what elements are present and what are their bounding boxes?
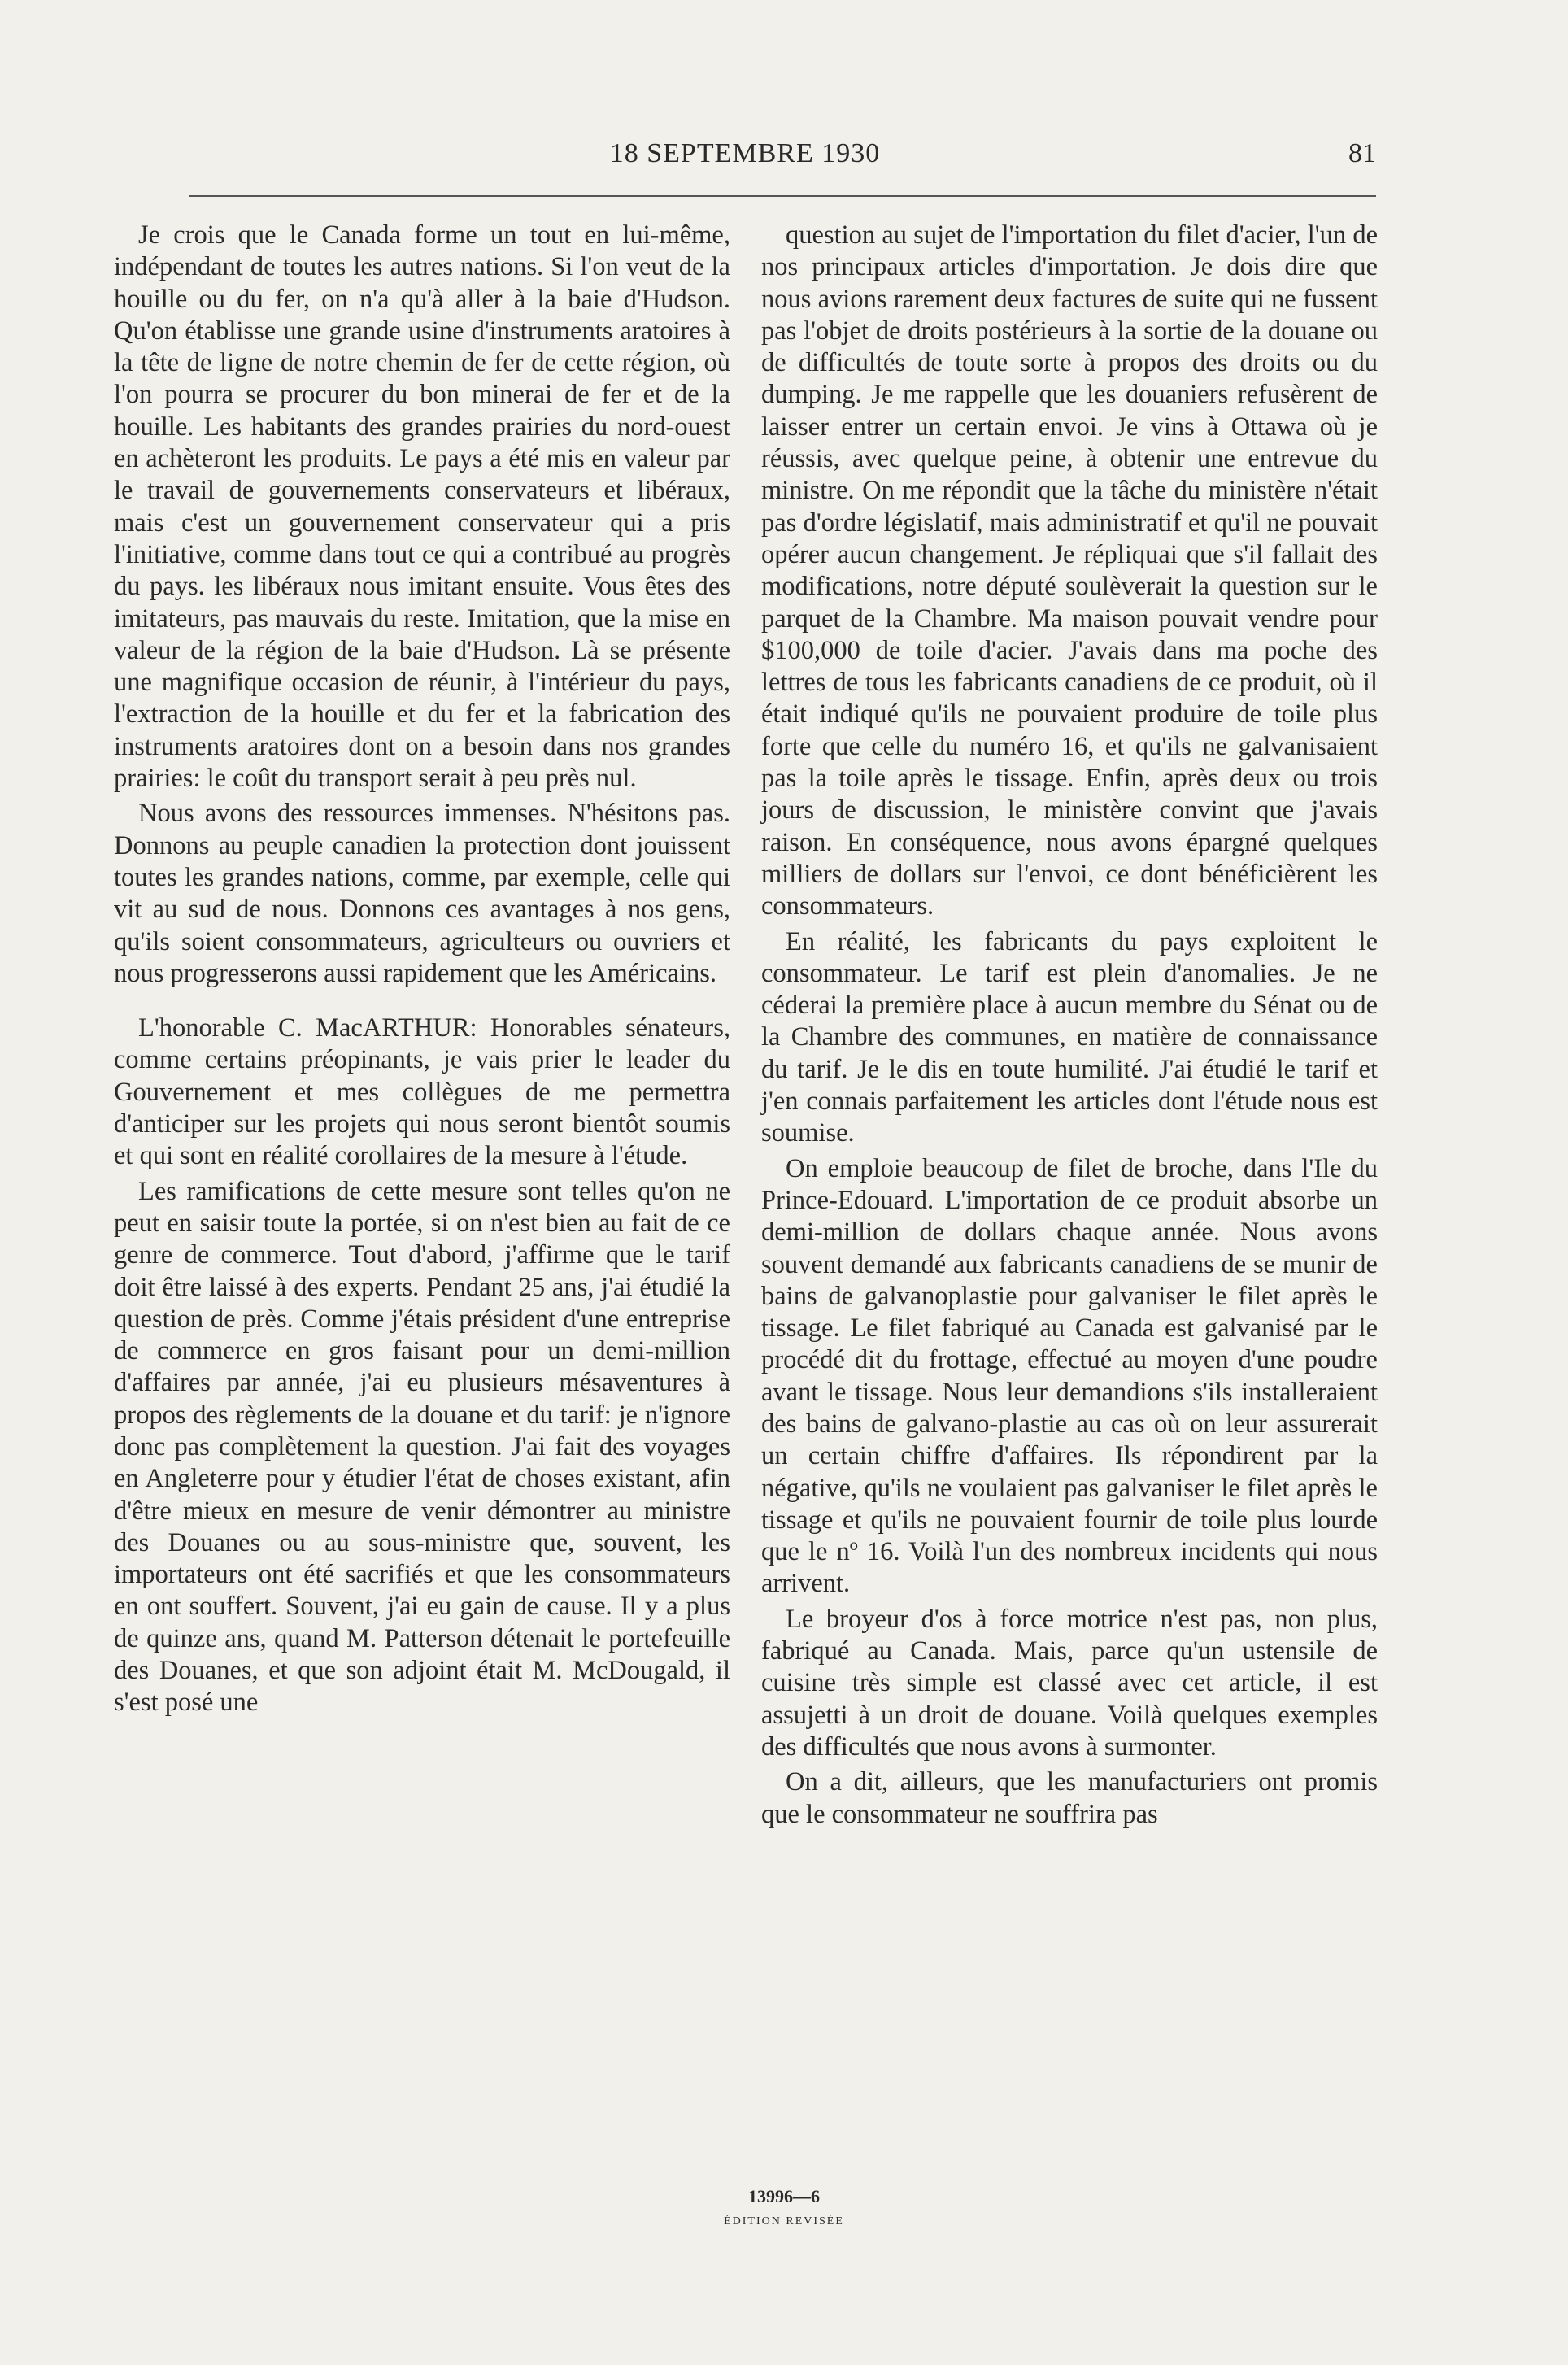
paragraph: Je crois que le Canada forme un tout en lui-même, indépendant de toutes les autres nations. Si l'on veut de la houille ou du fer, on n'a qu'à aller à la baie d'Hudson. Qu'on établisse une grande usine d'instruments aratoires à la tête de ligne de notre chemin de fer de cette région, où l'on pourra se procurer du bon minerai de fer et de la houille. Les habitants des grandes prairies du nord-ouest en achèteront les produits. Le pays a été mis en valeur par le travail de gouvernements conservateurs et libéraux, mais c'est un gouvernement conservateur qui a pris l'initiative, comme dans tout ce qui a contribué au progrès du pays. les libéraux nous imitant ensuite. Vous êtes des imitateurs, pas mauvais du reste. Imitation, que la mise en valeur de la région de la baie d'Hudson. Là se présente une magnifique occasion de réunir, à l'intérieur du pays, l'extraction de la houille et du fer et la fabrication des instruments aratoires dont on a besoin dans nos grandes prairies: le coût du transport serait à peu près nul. [114,220,730,794]
left-column [114,220,730,1719]
footer-edition: ÉDITION REVISÉE [724,2215,844,2228]
paragraph: question au sujet de l'importation du filet d'acier, l'un de nos principaux articles d'importation. Je dois dire que nous avions rarement deux factures de suite qui ne fussent pas l'objet de droits postérieurs à la sortie de la douane ou de difficultés de toute sorte à propos des droits ou du dumping. Je me rappelle que les douaniers refusèrent de laisser entrer un certain envoi. Je vins à Ottawa où je réussis, avec quelque peine, à obtenir une entrevue du ministre. On me répondit que la tâche du ministère n'était pas d'ordre législatif, mais administratif et qu'il ne pouvait opérer aucun changement. Je répliquai que s'il fallait des modifications, notre député soulèverait la question sur le parquet de la Chambre. Ma maison pouvait vendre pour $100,000 de toile d'acier. J'avais dans ma poche des lettres de tous les fabricants canadiens de ce produit, où il était indiqué qu'ils ne pouvaient produire de toile plus forte que celle du numéro 16, et qu'ils ne galvanisaient pas la toile après le tissage. Enfin, après deux ou trois jours de discussion, le ministère convint que j'avais raison. En conséquence, nous avons épargné quelques milliers de dollars sur l'envoi, ce dont bénéficièrent les consommateurs. [761,220,1378,921]
paragraph: L'honorable C. MacARTHUR: Honorables sénateurs, comme certains préopinants, je vais prier le leader du Gouvernement et mes collègues de me permettra d'anticiper sur les projets qui nous seront bientôt soumis et qui sont en réalité corollaires de la mesure à l'étude. [114,1013,730,1171]
paragraph: On emploie beaucoup de filet de broche, dans l'Ile du Prince-Edouard. L'importation de ce produit absorbe un demi-million de dollars chaque année. Nous avons souvent demandé aux fabricants canadiens de se munir de bains de galvanoplastie pour galvaniser le filet après le tissage. Le filet fabriqué au Canada est galvanisé par le procédé dit du frottage, effectué au moyen d'une poudre avant le tissage. Nous leur demandions s'ils installeraient des bains de galvano-plastie au cas où on leur assurerait un certain chiffre d'affaires. Ils répondirent par la négative, qu'ils ne voulaient pas galvaniser le filet après le tissage et qu'ils ne pouvaient fournir de toile plus lourde que le nº 16. Voilà l'un des nombreux incidents qui nous arrivent. [761,1153,1378,1599]
header-rule [189,195,1376,197]
header-date: 18 SEPTEMBRE 1930 [609,138,881,168]
paragraph: On a dit, ailleurs, que les manufacturiers ont promis que le consommateur ne souffrira pas [761,1767,1378,1829]
page-number: 81 [1348,138,1376,168]
page-header [114,138,1376,179]
paragraph: Le broyeur d'os à force motrice n'est pas, non plus, fabriqué au Canada. Mais, parce qu'un ustensile de cuisine très simple est classé avec cet article, il est assujetti à un droit de douane. Voilà quelques exemples des difficultés que nous avons à surmonter. [761,1604,1378,1762]
paragraph: Les ramifications de cette mesure sont telles qu'on ne peut en saisir toute la portée, si on n'est bien au fait de ce genre de commerce. Tout d'abord, j'affirme que le tarif doit être laissé à des experts. Pendant 25 ans, j'ai étudié la question de près. Comme j'étais président d'une entreprise de commerce en gros faisant pour un demi-million d'affaires par année, j'ai eu plusieurs mésaventures à propos des règlements de la douane et du tarif: je n'ignore donc pas complètement la question. J'ai fait des voyages en Angleterre pour y étudier l'état de choses existant, afin d'être mieux en mesure de venir démontrer au ministre des Douanes ou au sous-ministre que, souvent, les importateurs ont été sacrifiés et que les consommateurs en ont souffert. Souvent, j'ai eu gain de cause. Il y a plus de quinze ans, quand M. Patterson détenait le portefeuille des Douanes, et que son adjoint était M. McDougald, il s'est posé une [114,1176,730,1718]
paragraph: Nous avons des ressources immenses. N'hésitons pas. Donnons au peuple canadien la protection dont jouissent toutes les grandes nations, comme, par exemple, celle qui vit au sud de nous. Donnons ces avantages à nos gens, qu'ils soient consommateurs, agriculteurs ou ouvriers et nous progresserons aussi rapidement que les Américains. [114,799,730,988]
footer-code: 13996—6 [748,2186,820,2206]
paragraph: En réalité, les fabricants du pays exploitent le consommateur. Le tarif est plein d'anomalies. Je ne céderai la première place à aucun membre du Sénat ou de la Chambre des communes, en matière de connaissance du tarif. Je le dis en toute humilité. J'ai étudié le tarif et j'en connais parfaitement les articles dont l'étude nous est soumise. [761,926,1378,1148]
right-column [761,220,1378,1831]
